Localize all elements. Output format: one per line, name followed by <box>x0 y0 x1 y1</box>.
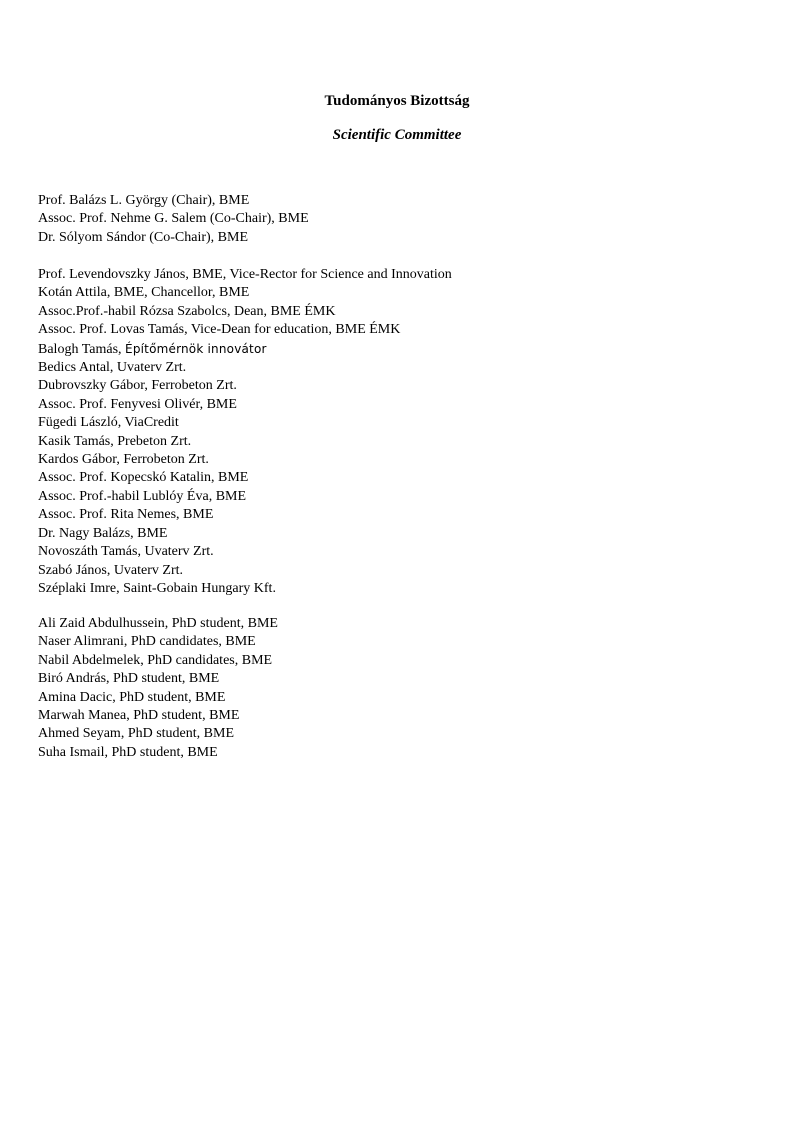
students-list <box>38 615 278 762</box>
member-item: Prof. Levendovszky János, BME, Vice-Rector for Science and Innovation <box>38 267 452 282</box>
student-item: Marwah Manea, PhD student, BME <box>38 708 240 724</box>
member-item: Assoc. Prof. Rita Nemes, BME <box>38 507 214 523</box>
chair-item: Prof. Balázs L. György (Chair), BME <box>38 193 250 208</box>
student-item: Ahmed Seyam, PhD student, BME <box>38 726 234 742</box>
member-item: Kasik Tamás, Prebeton Zrt. <box>38 433 192 449</box>
chair-item: Assoc. Prof. Nehme G. Salem (Co-Chair), BME <box>38 211 309 227</box>
member-item: Dr. Nagy Balázs, BME <box>38 525 168 541</box>
student-item: Suha Ismail, PhD student, BME <box>38 744 218 760</box>
member-item: Bedics Antal, Uvaterv Zrt. <box>38 360 187 376</box>
chair-item: Dr. Sólyom Sándor (Co-Chair), BME <box>38 229 248 245</box>
member-item: Assoc. Prof. Kopecskó Katalin, BME <box>38 470 249 486</box>
member-item: Kotán Attila, BME, Chancellor, BME <box>38 285 250 301</box>
student-item: Biró András, PhD student, BME <box>38 671 220 687</box>
title-english: Scientific Committee <box>332 127 462 143</box>
member-item <box>38 340 452 359</box>
student-item: Nabil Abdelmelek, PhD candidates, BME <box>38 652 273 668</box>
member-item: Dubrovszky Gábor, Ferrobeton Zrt. <box>38 378 237 394</box>
member-item: Széplaki Imre, Saint-Gobain Hungary Kft. <box>38 580 276 596</box>
member-item: Szabó János, Uvaterv Zrt. <box>38 562 184 578</box>
title-hungarian: Tudományos Bizottság <box>324 93 470 109</box>
member-affiliation: Építőmérnök innovátor <box>125 341 267 356</box>
members-list <box>38 266 452 598</box>
member-item: Fügedi László, ViaCredit <box>38 415 179 431</box>
student-item: Naser Alimrani, PhD candidates, BME <box>38 634 256 650</box>
member-name: Balogh Tamás, <box>38 341 126 357</box>
member-item: Assoc. Prof. Lovas Tamás, Vice-Dean for education, BME ÉMK <box>38 322 401 338</box>
member-item: Assoc.Prof.-habil Rózsa Szabolcs, Dean, BME ÉMK <box>38 303 336 319</box>
member-item: Novoszáth Tamás, Uvaterv Zrt. <box>38 544 214 560</box>
member-item: Kardos Gábor, Ferrobeton Zrt. <box>38 452 209 468</box>
member-item: Assoc. Prof.-habil Lublóy Éva, BME <box>38 488 247 504</box>
chairs-list <box>38 192 309 247</box>
student-item: Amina Dacic, PhD student, BME <box>38 689 226 705</box>
student-item: Ali Zaid Abdulhussein, PhD student, BME <box>38 616 278 631</box>
member-item: Assoc. Prof. Fenyvesi Olivér, BME <box>38 396 237 412</box>
